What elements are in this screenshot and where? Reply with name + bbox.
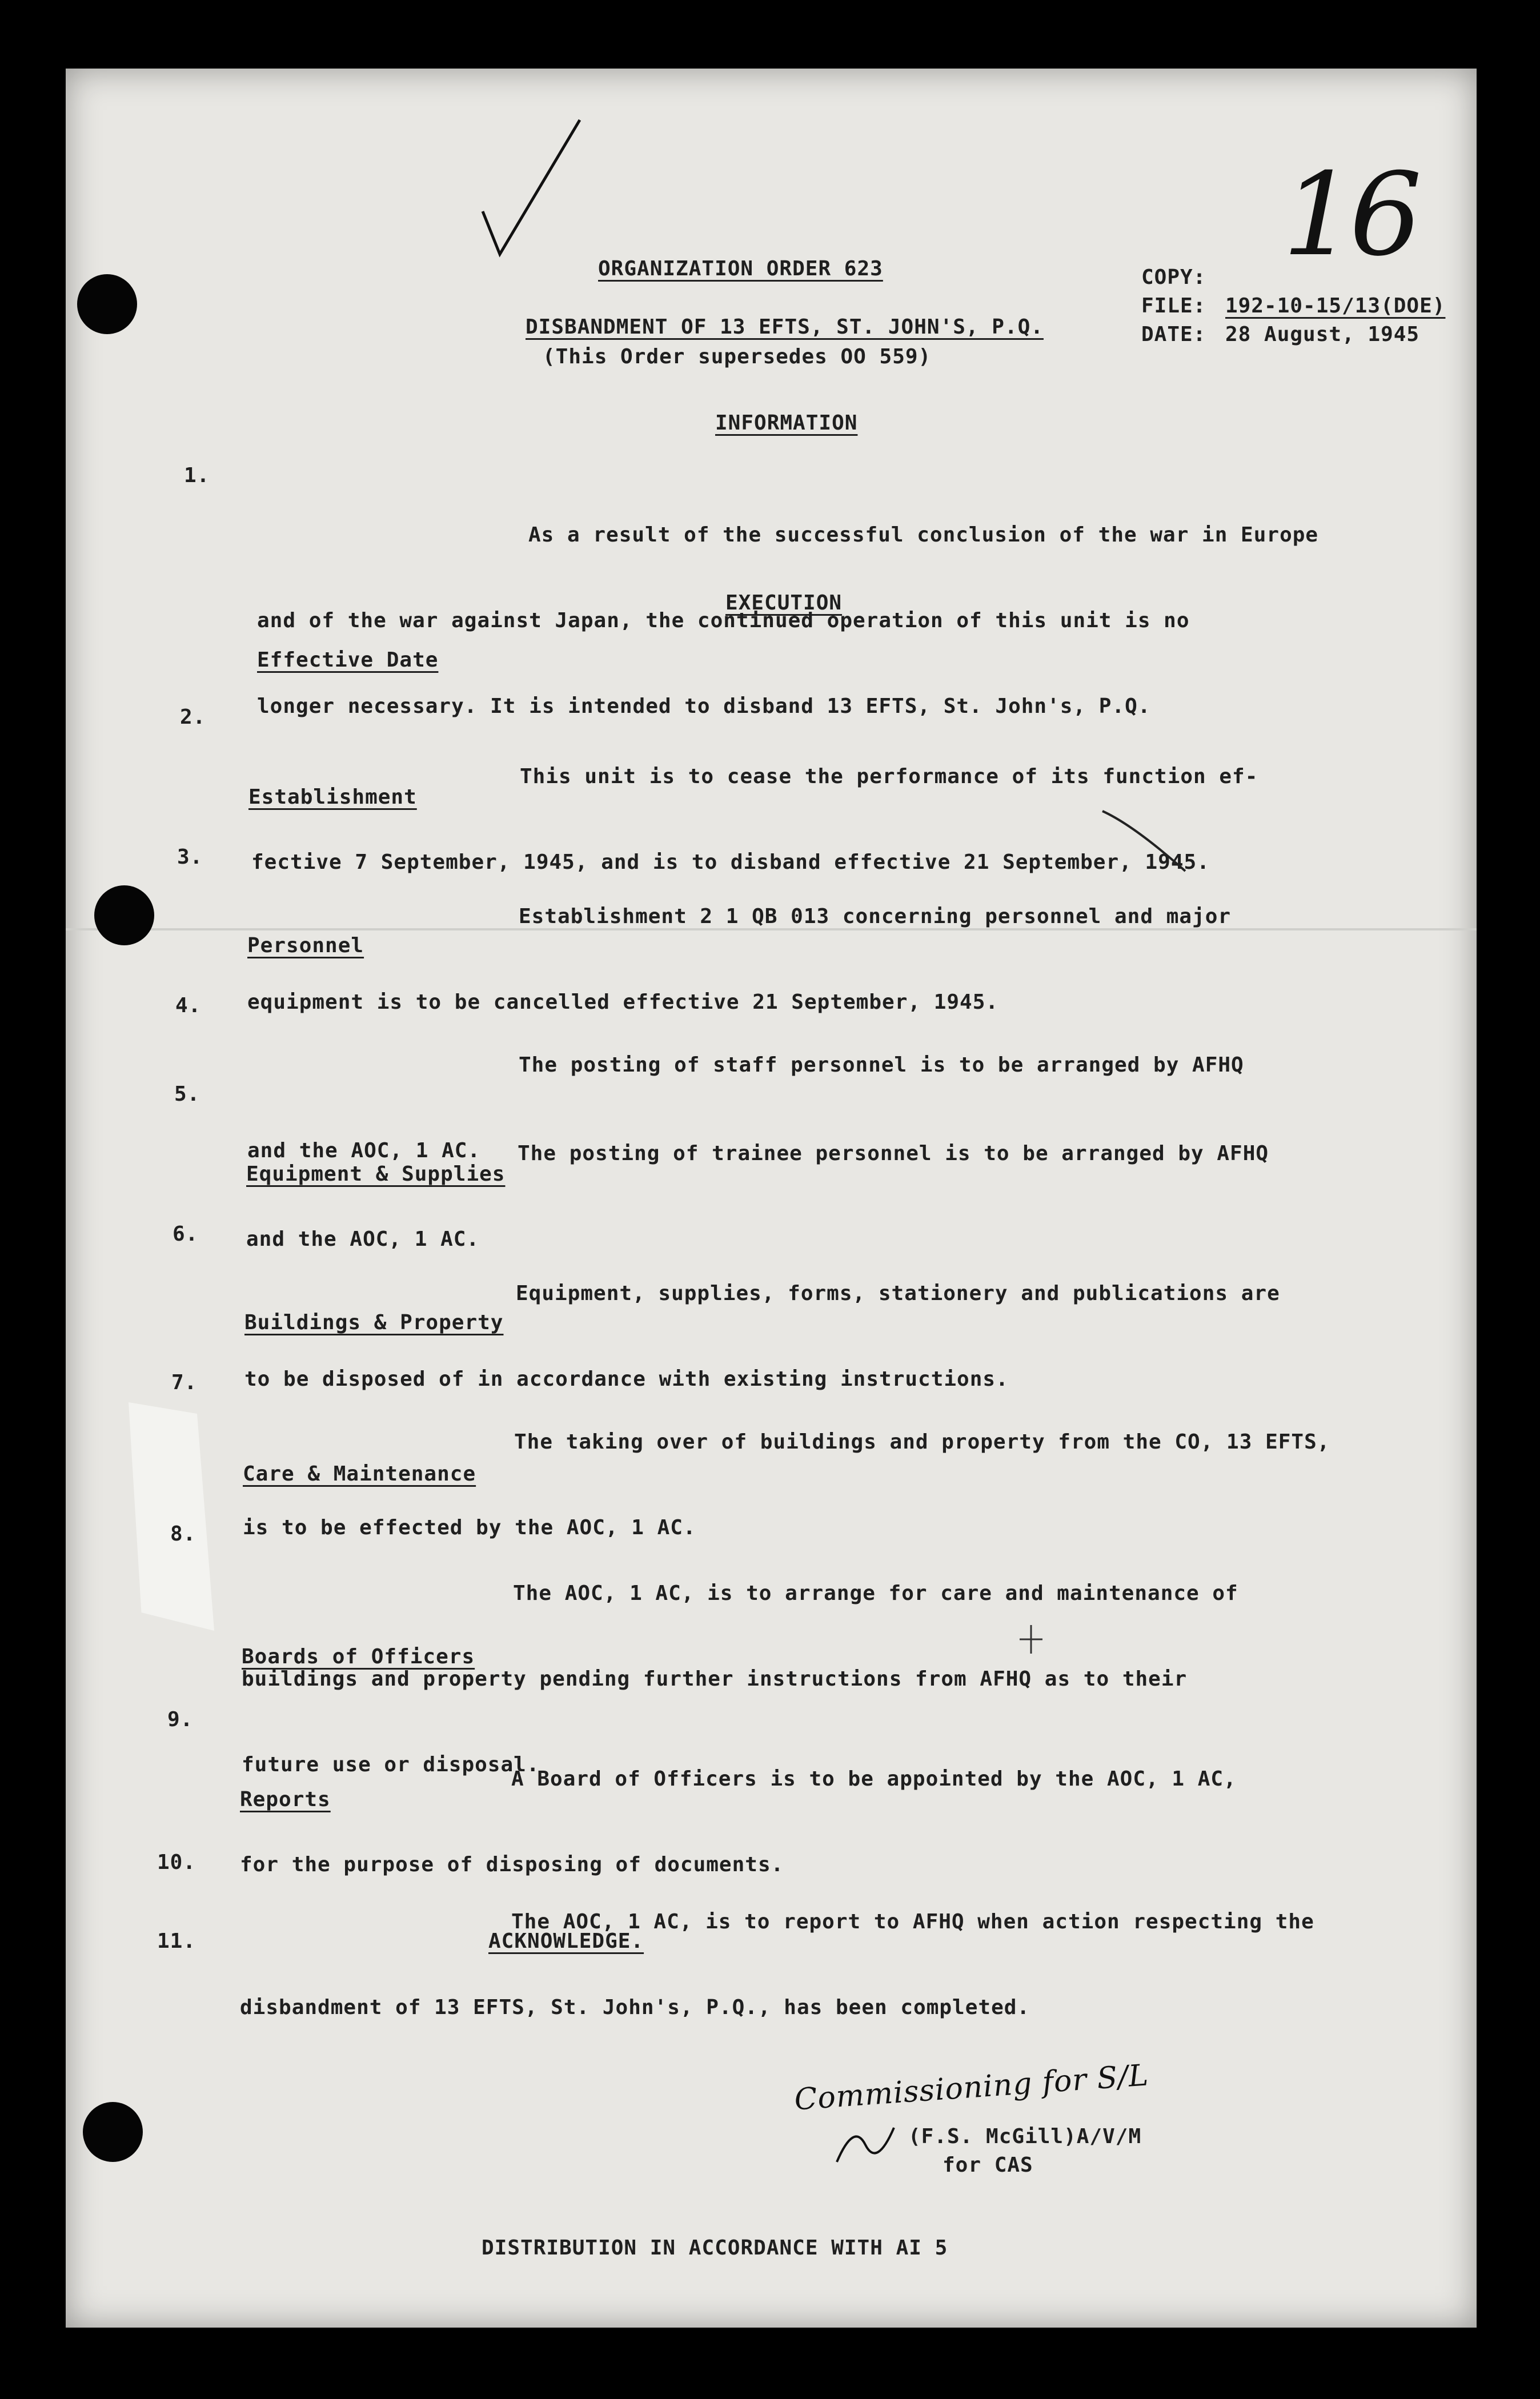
paragraph-line: future use or disposal. <box>242 1753 540 1776</box>
paragraph-line: Establishment 2 1 QB 013 concerning personnel and major <box>519 905 1232 928</box>
handwritten-signature: Commissioning for S/L <box>793 2058 1150 2117</box>
pencil-cross-mark <box>1014 1622 1048 1656</box>
paragraph-number: 7. <box>171 1371 198 1394</box>
paragraph-number: 2. <box>180 705 206 729</box>
paragraph-line: for the purpose of disposing of documents. <box>240 1853 784 1876</box>
paragraph-line: disbandment of 13 EFTS, St. John's, P.Q., has been completed. <box>240 1996 1030 2019</box>
order-title: ORGANIZATION ORDER 623 <box>598 257 883 280</box>
paragraph-number: 1. <box>184 464 210 487</box>
section-heading: Boards of Officers <box>242 1645 475 1668</box>
file-number: 192-10-15/13(DOE) <box>1225 294 1446 318</box>
check-mark-icon <box>477 114 591 263</box>
paragraph-line: equipment is to be cancelled effective 21 September, 1945. <box>247 990 999 1014</box>
date-label: DATE: <box>1141 323 1206 346</box>
handwritten-page-number: 16 <box>1282 149 1417 282</box>
paragraph-line: to be disposed of in accordance with existing instructions. <box>244 1367 1009 1391</box>
paragraph-line: This unit is to cease the performance of its function ef- <box>520 765 1258 788</box>
paragraph-line: The posting of staff personnel is to be arranged by AFHQ <box>519 1053 1244 1077</box>
section-heading: Personnel <box>247 934 364 957</box>
paragraph-line: and the AOC, 1 AC. <box>246 1227 480 1251</box>
paragraph-line: A Board of Officers is to be appointed by the AOC, 1 AC, <box>511 1767 1237 1791</box>
paragraph-number: 11. <box>157 1929 196 1953</box>
paragraph-number: 10. <box>157 1851 196 1874</box>
execution-heading: EXECUTION <box>725 591 843 615</box>
paragraph-line: buildings and property pending further instructions from AFHQ as to their <box>242 1667 1188 1691</box>
paragraph-line: is to be effected by the AOC, 1 AC. <box>243 1516 696 1539</box>
order-document <box>66 69 1477 2328</box>
information-heading: INFORMATION <box>715 411 858 435</box>
paragraph-line: As a result of the successful conclusion of the war in Europe <box>528 523 1319 547</box>
copy-label: COPY: <box>1141 266 1206 289</box>
paragraph-number: 6. <box>173 1222 199 1246</box>
paragraph-number: 9. <box>167 1708 194 1731</box>
paragraph-line: fective 7 September, 1945, and is to disband effective 21 September, 1945. <box>251 851 1210 874</box>
paragraph-line: The AOC, 1 AC, is to arrange for care and maintenance of <box>513 1582 1238 1605</box>
paragraph-number: 4. <box>175 994 202 1017</box>
signatory-role: for CAS <box>943 2153 1033 2177</box>
paragraph-line: and of the war against Japan, the continued operation of this unit is no <box>257 609 1190 632</box>
acknowledge-text: ACKNOWLEDGE. <box>488 1929 644 1953</box>
order-date: 28 August, 1945 <box>1225 323 1420 346</box>
supersedes-note: (This Order supersedes OO 559) <box>543 345 932 368</box>
section-heading: Care & Maintenance <box>243 1462 476 1486</box>
signatory-name: (F.S. McGill)A/V/M <box>908 2125 1142 2148</box>
paragraph-text <box>240 1851 1314 2079</box>
distribution-note: DISTRIBUTION IN ACCORDANCE WITH AI 5 <box>482 2236 948 2260</box>
paragraph-line: Equipment, supplies, forms, stationery and publications are <box>516 1282 1280 1305</box>
section-heading: Equipment & Supplies <box>246 1162 506 1186</box>
section-heading: Effective Date <box>257 648 439 672</box>
section-heading: Reports <box>240 1788 331 1811</box>
paragraph-line: longer necessary. It is intended to disband 13 EFTS, St. John's, P.Q. <box>257 695 1151 718</box>
paragraph-line: and the AOC, 1 AC. <box>247 1139 481 1162</box>
paragraph-line: The taking over of buildings and property from the CO, 13 EFTS, <box>514 1430 1330 1454</box>
order-subject: DISBANDMENT OF 13 EFTS, ST. JOHN'S, P.Q. <box>526 315 1044 339</box>
paragraph-number: 8. <box>170 1522 196 1546</box>
paragraph-line: The posting of trainee personnel is to be arranged by AFHQ <box>518 1142 1269 1165</box>
paragraph-number: 3. <box>177 845 203 869</box>
section-heading: Establishment <box>248 785 417 809</box>
file-label: FILE: <box>1141 294 1206 318</box>
paragraph-number: 5. <box>174 1082 200 1106</box>
pencil-stroke <box>1100 808 1191 877</box>
document-page <box>66 69 1477 2328</box>
paragraph-line: The AOC, 1 AC, is to report to AFHQ when action respecting the <box>511 1910 1314 1933</box>
initials-scribble <box>831 2116 900 2173</box>
section-heading: Buildings & Property <box>244 1311 504 1334</box>
